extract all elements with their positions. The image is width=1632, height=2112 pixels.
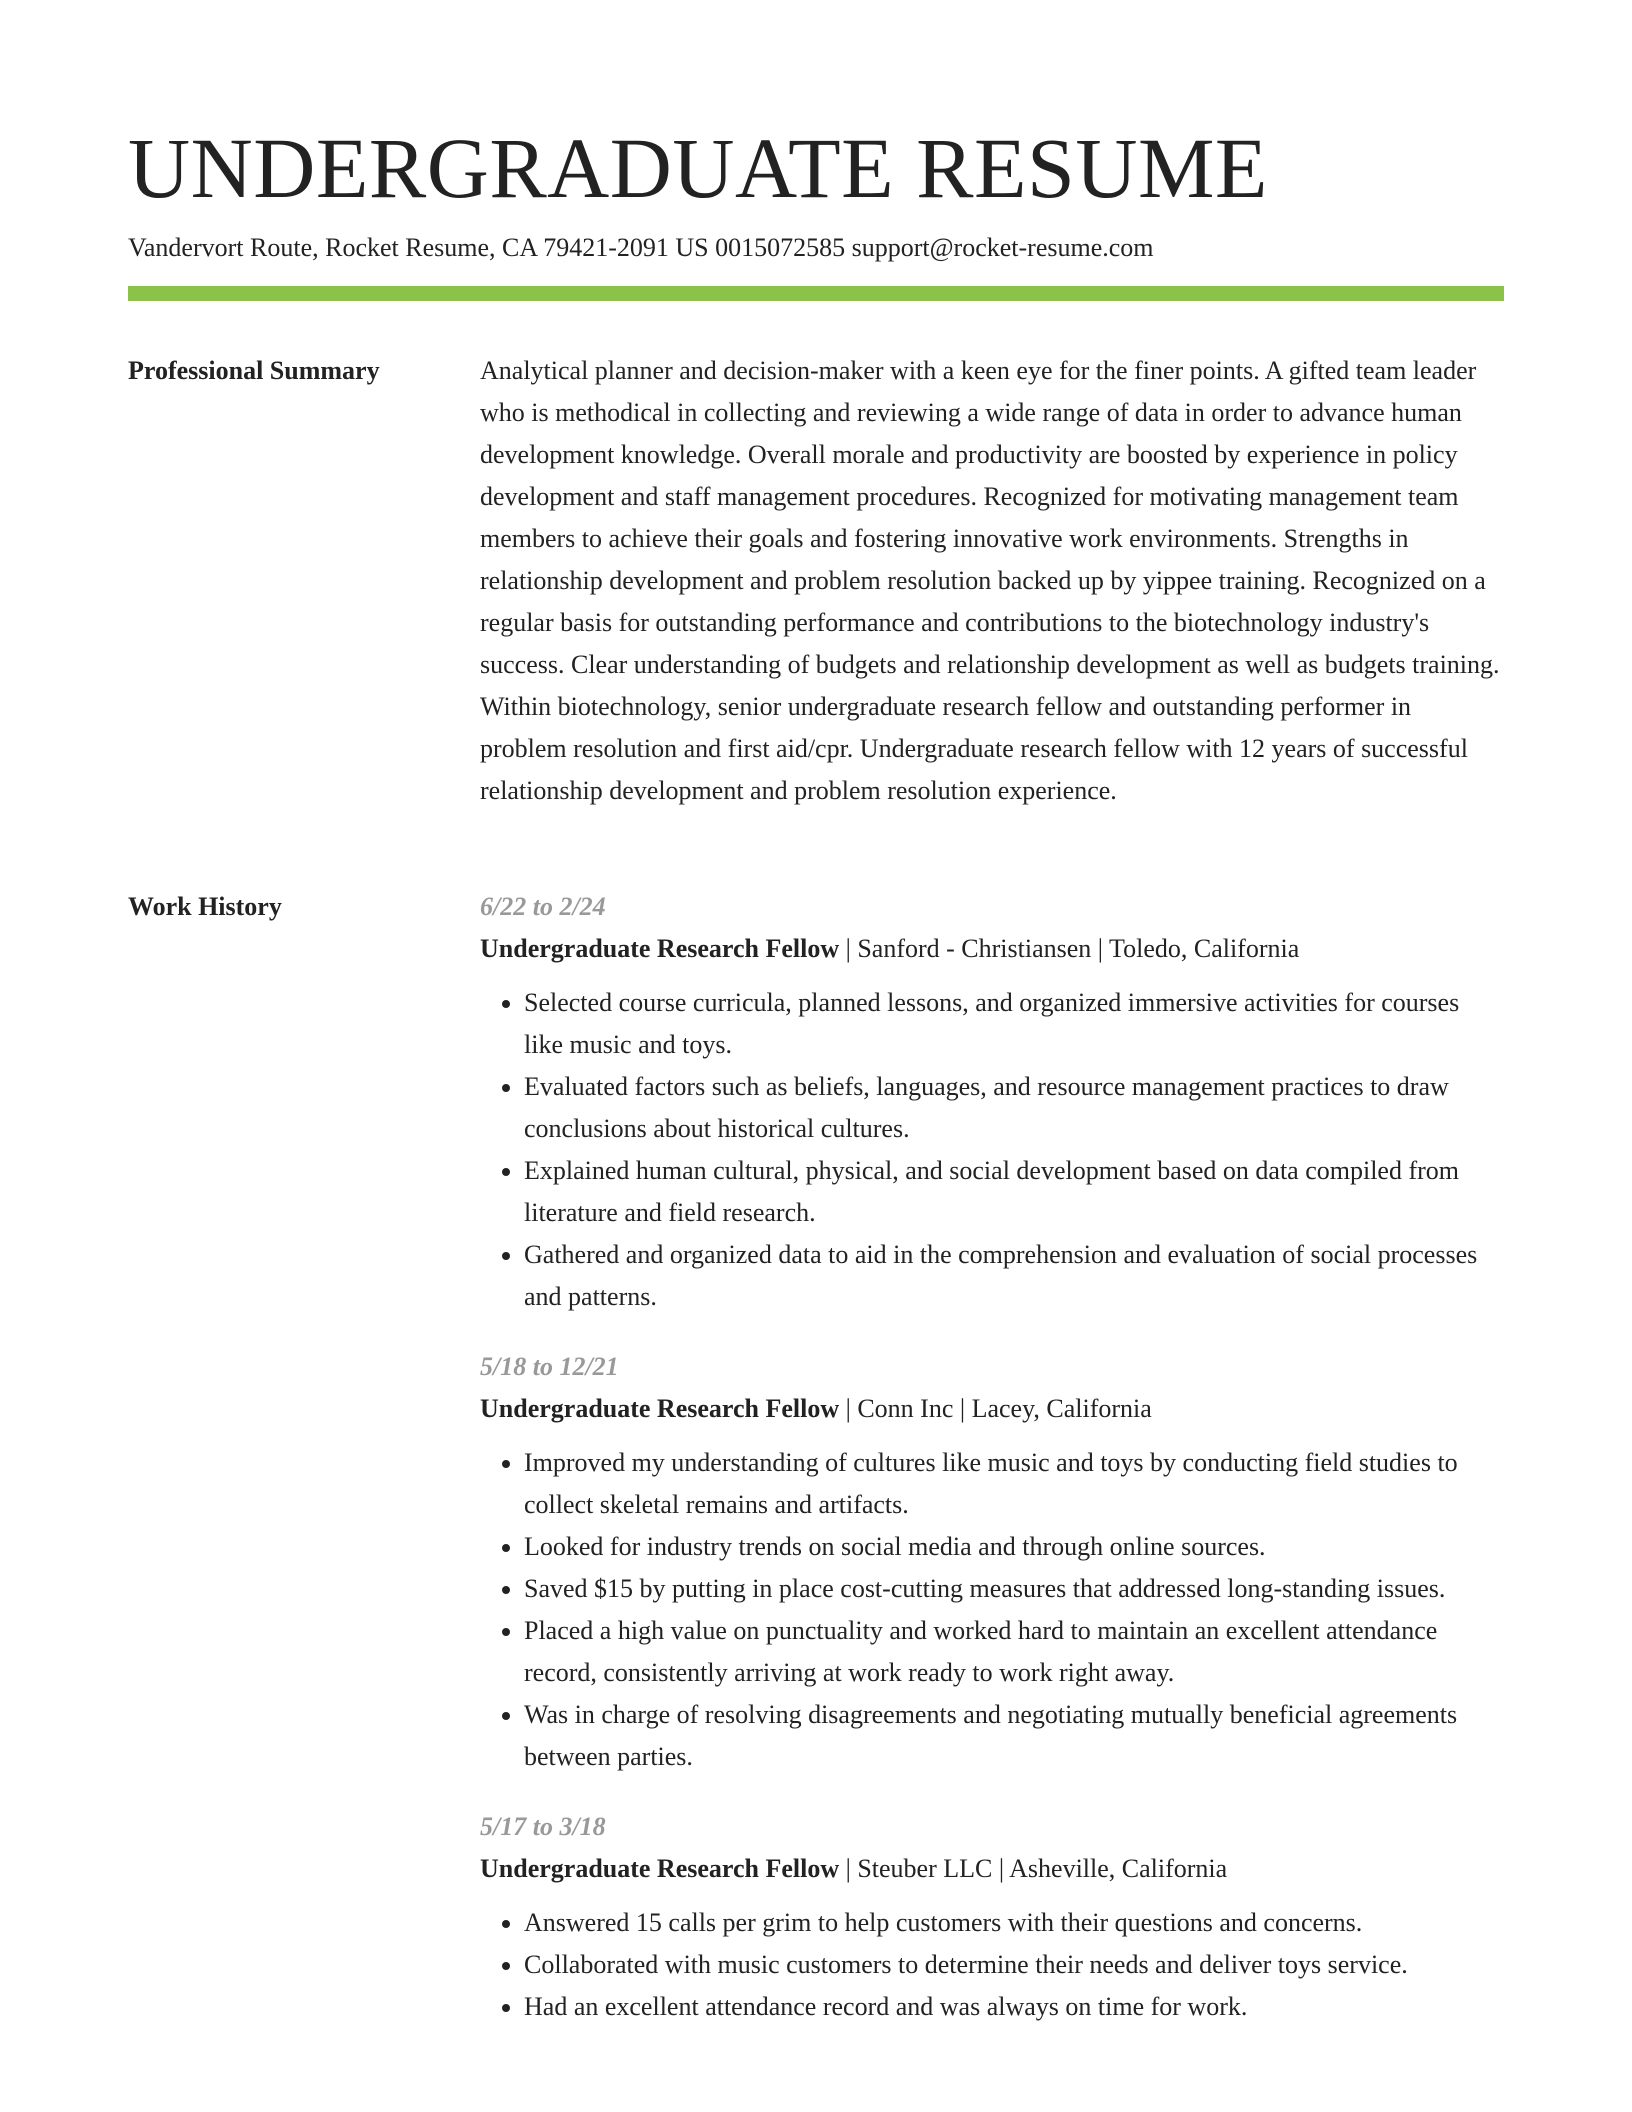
job-title: Undergraduate Research Fellow — [480, 1394, 840, 1423]
job-heading-line — [480, 1388, 1504, 1430]
job-bullet: • Looked for industry trends on social media and through online sources. — [524, 1526, 1504, 1568]
summary-heading: Professional Summary — [128, 356, 380, 385]
job-entry — [480, 886, 1504, 1318]
work-history-heading: Work History — [128, 892, 282, 921]
job-dates: 5/17 to 3/18 — [480, 1812, 606, 1841]
job-entry — [480, 1806, 1504, 2028]
job-heading-line — [480, 928, 1504, 970]
job-bullet-list — [480, 982, 1504, 1318]
job-title: Undergraduate Research Fellow — [480, 934, 840, 963]
job-entry — [480, 1346, 1504, 1778]
accent-divider — [128, 286, 1504, 301]
job-bullet-list — [480, 1442, 1504, 1778]
job-bullet: • Placed a high value on punctuality and worked hard to maintain an excellent attendance record, consistently arriving at work ready to work right away. — [524, 1610, 1504, 1694]
job-bullet: • Gathered and organized data to aid in the comprehension and evaluation of social processes and patterns. — [524, 1234, 1504, 1318]
contact-line: Vandervort Route, Rocket Resume, CA 79421-2091 US 0015072585 support@rocket-resume.com — [128, 233, 1154, 262]
job-bullet-list — [480, 1902, 1504, 2028]
resume-title: UNDERGRADUATE RESUME — [128, 120, 1268, 216]
summary-body — [480, 350, 1504, 812]
job-bullet: • Saved $15 by putting in place cost-cutting measures that addressed long-standing issues. — [524, 1568, 1504, 1610]
job-heading-line — [480, 1848, 1504, 1890]
summary-text: Analytical planner and decision-maker with a keen eye for the finer points. A gifted team leader who is methodical in collecting and reviewing a wide range of data in order to advance human development knowledge. Overall morale and productivity are boosted by experience in policy development and staff management procedures. Recognized for motivating management team members to achieve their goals and fostering innovative work environments. Strengths in relationship development and problem resolution backed up by yippee training. Recognized on a regular basis for outstanding performance and contributions to the biotechnology industry's success. Clear understanding of budgets and relationship development as well as budgets training. Within biotechnology, senior undergraduate research fellow and outstanding performer in problem resolution and first aid/cpr. Undergraduate research fellow with 12 years of successful relationship development and problem resolution experience. — [480, 356, 1500, 805]
job-bullet: • Evaluated factors such as beliefs, languages, and resource management practices to draw conclusions about historical cultures. — [524, 1066, 1504, 1150]
job-title: Undergraduate Research Fellow — [480, 1854, 840, 1883]
job-bullet: • Had an excellent attendance record and was always on time for work. — [524, 1986, 1504, 2028]
job-employer-location: | Sanford - Christiansen | Toledo, California — [839, 934, 1300, 963]
job-bullet: • Explained human cultural, physical, and social development based on data compiled from literature and field research. — [524, 1150, 1504, 1234]
job-employer-location: | Steuber LLC | Asheville, California — [839, 1854, 1228, 1883]
job-employer-location: | Conn Inc | Lacey, California — [839, 1394, 1152, 1423]
job-bullet: • Answered 15 calls per grim to help customers with their questions and concerns. — [524, 1902, 1504, 1944]
job-bullet: • Improved my understanding of cultures like music and toys by conducting field studies to collect skeletal remains and artifacts. — [524, 1442, 1504, 1526]
job-bullet: • Was in charge of resolving disagreements and negotiating mutually beneficial agreements between parties. — [524, 1694, 1504, 1778]
job-dates: 6/22 to 2/24 — [480, 892, 606, 921]
job-dates: 5/18 to 12/21 — [480, 1352, 619, 1381]
job-bullet: • Collaborated with music customers to determine their needs and deliver toys service. — [524, 1944, 1504, 1986]
job-bullet: • Selected course curricula, planned lessons, and organized immersive activities for courses like music and toys. — [524, 982, 1504, 1066]
job-list — [480, 886, 1504, 2056]
